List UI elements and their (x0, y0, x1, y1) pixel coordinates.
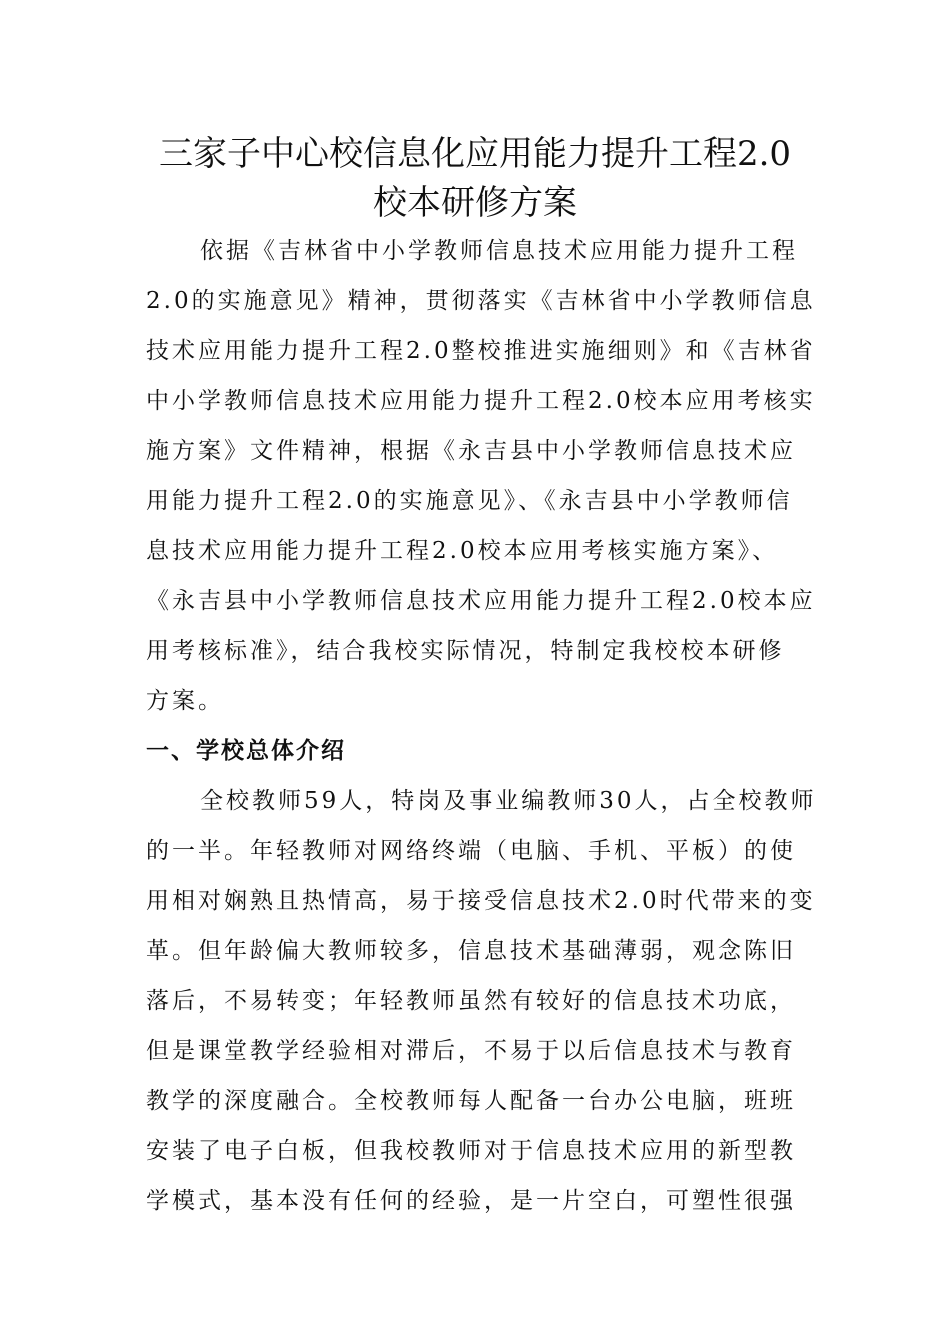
document-title-line-1: 三家子中心校信息化应用能力提升工程2.0 (158, 134, 792, 174)
section-paragraph-line: 教学的深度融合。全校教师每人配备一台办公电脑，班班 (146, 1088, 796, 1114)
section-heading: 一、学校总体介绍 (146, 738, 346, 764)
section-paragraph-line: 安装了电子白板，但我校教师对于信息技术应用的新型教 (146, 1138, 796, 1164)
intro-paragraph-line: 2.0的实施意见》精神，贯彻落实《吉林省中小学教师信息 (146, 288, 816, 314)
section-paragraph-line: 落后，不易转变；年轻教师虽然有较好的信息技术功底， (146, 988, 796, 1014)
section-paragraph-line: 用相对娴熟且热情高，易于接受信息技术2.0时代带来的变 (146, 888, 816, 914)
intro-paragraph-line: 《永吉县中小学教师信息技术应用能力提升工程2.0校本应 (146, 588, 816, 614)
intro-paragraph-line: 用能力提升工程2.0的实施意见》、《永吉县中小学教师信 (146, 488, 793, 514)
intro-paragraph-line: 方案。 (146, 688, 224, 714)
document-title-line-2: 校本研修方案 (373, 183, 577, 223)
intro-paragraph-line: 用考核标准》，结合我校实际情况，特制定我校校本研修 (146, 638, 785, 664)
section-paragraph-line: 但是课堂教学经验相对滞后，不易于以后信息技术与教育 (146, 1038, 796, 1064)
section-paragraph-line: 的一半。年轻教师对网络终端（电脑、手机、平板）的使 (146, 838, 796, 864)
section-paragraph-line: 革。但年龄偏大教师较多，信息技术基础薄弱，观念陈旧 (146, 938, 796, 964)
intro-paragraph-line: 施方案》文件精神，根据《永吉县中小学教师信息技术应 (146, 438, 796, 464)
section-paragraph-line: 全校教师59人，特岗及事业编教师30人，占全校教师 (200, 788, 817, 814)
section-paragraph-line: 学模式，基本没有任何的经验，是一片空白，可塑性很强 (146, 1188, 796, 1214)
intro-paragraph-line: 中小学教师信息技术应用能力提升工程2.0校本应用考核实 (146, 388, 816, 414)
intro-paragraph-line: 技术应用能力提升工程2.0整校推进实施细则》和《吉林省 (146, 338, 816, 364)
intro-paragraph-line: 依据《吉林省中小学教师信息技术应用能力提升工程 (200, 238, 798, 264)
intro-paragraph-line: 息技术应用能力提升工程2.0校本应用考核实施方案》、 (146, 538, 779, 564)
